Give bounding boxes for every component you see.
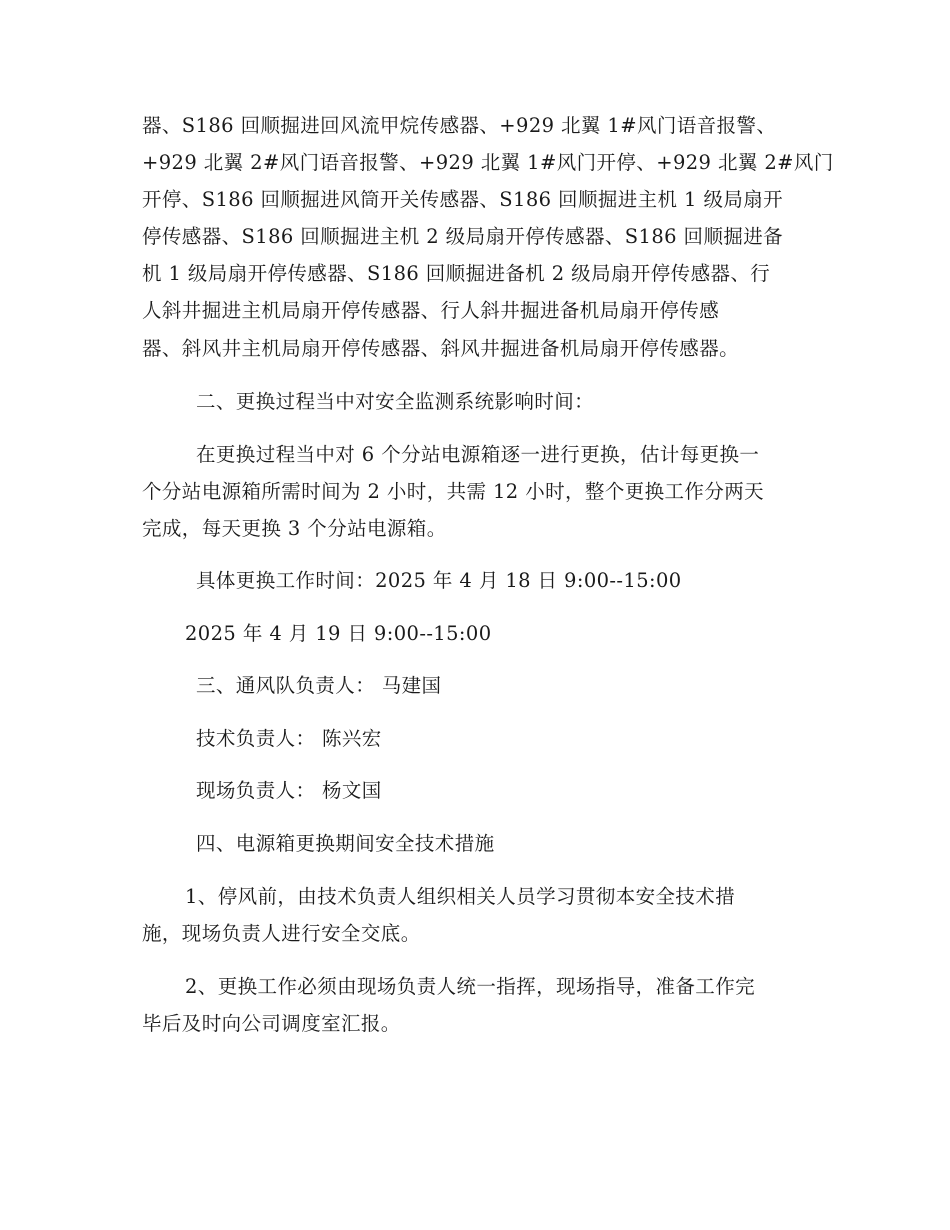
para2-line-3: 完成，每天更换 3 个分站电源箱。 [142,517,447,540]
para2-line-1: 在更换过程当中对 6 个分站电源箱逐一进行更换，估计每更换一 [196,443,760,466]
para2-line-2: 个分站电源箱所需时间为 2 小时，共需 12 小时，整个更换工作分两天 [142,480,765,503]
para1-line-7: 器、斜风井主机局扇开停传感器、斜风井掘进备机局扇开停传感器。 [142,337,740,360]
para1-line-1: 器、S186 回顺掘进回风流甲烷传感器、+929 北翼 1#风门语音报警、 [142,114,777,137]
para1-line-2: +929 北翼 2#风门语音报警、+929 北翼 1#风门开停、+929 北翼 2#风门 [142,151,834,174]
section2-heading: 二、更换过程当中对安全监测系统影响时间： [196,390,595,413]
work-time-line-2: 2025 年 4 月 19 日 9:00--15:00 [185,622,492,645]
para1-line-6: 人斜井掘进主机局扇开停传感器、行人斜井掘进备机局扇开停传感 [142,299,720,322]
para1-line-5: 机 1 级局扇开停传感器、S186 回顺掘进备机 2 级局扇开停传感器、行 [142,262,771,285]
item2-line-2: 毕后及时向公司调度室汇报。 [142,1012,401,1035]
section3-heading: 三、通风队负责人： 马建国 [196,674,442,697]
item1-line-2: 施，现场负责人进行安全交底。 [142,922,421,945]
section4-heading: 四、电源箱更换期间安全技术措施 [196,832,495,855]
work-time-line-1: 具体更换工作时间：2025 年 4 月 18 日 9:00--15:00 [196,569,682,592]
para1-line-3: 开停、S186 回顺掘进风筒开关传感器、S186 回顺掘进主机 1 级局扇开 [142,188,784,211]
item1-line-1: 1、停风前，由技术负责人组织相关人员学习贯彻本安全技术措 [185,885,736,908]
tech-lead-line: 技术负责人： 陈兴宏 [196,727,382,750]
para1-line-4: 停传感器、S186 回顺掘进主机 2 级局扇开停传感器、S186 回顺掘进备 [142,225,784,248]
item2-line-1: 2、更换工作必须由现场负责人统一指挥，现场指导，准备工作完 [185,975,756,998]
site-lead-line: 现场负责人： 杨文国 [196,779,382,802]
